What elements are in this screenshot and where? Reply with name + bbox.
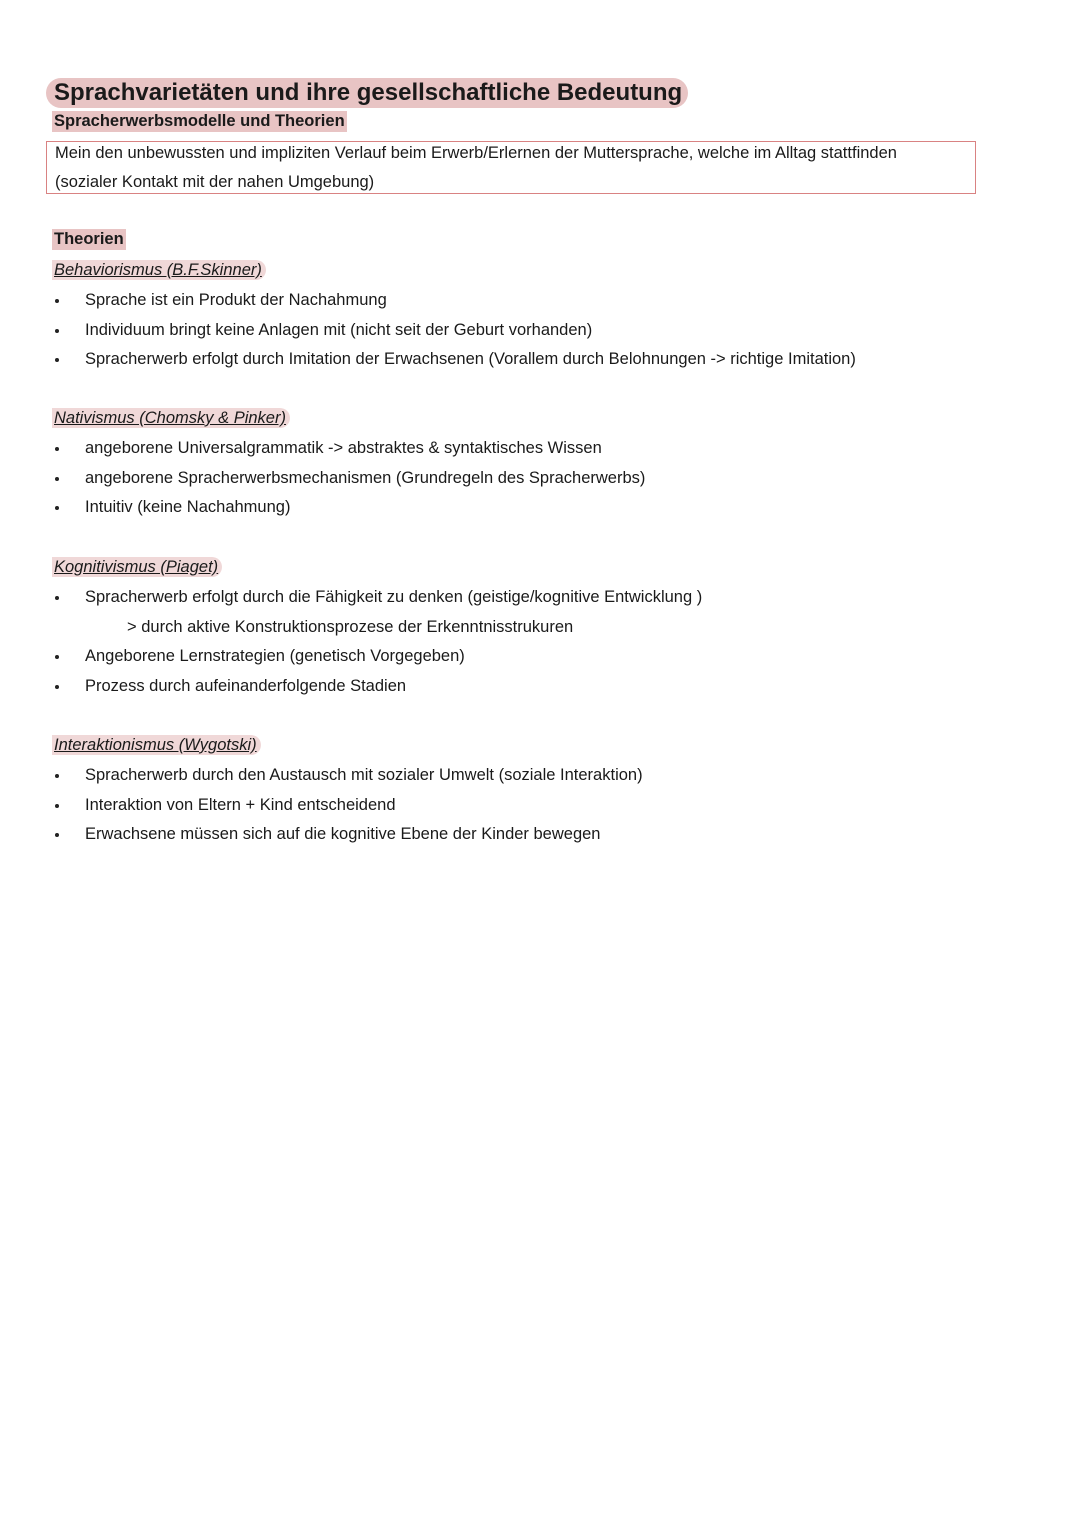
list-item: [0, 765, 1080, 795]
bullet-list: [0, 587, 1080, 706]
list-item: [0, 824, 1080, 854]
bullet-icon: [55, 774, 59, 778]
page-subtitle: Spracherwerbsmodelle und Theorien: [54, 112, 345, 130]
list-item: [0, 468, 1080, 498]
bullet-text: Spracherwerb erfolgt durch die Fähigkeit zu denken (geistige/kognitive Entwicklung ): [85, 588, 703, 606]
list-item: [0, 438, 1080, 468]
list-item: [0, 497, 1080, 527]
bullet-text: Erwachsene müssen sich auf die kognitive Ebene der Kinder bewegen: [85, 825, 601, 844]
bullet-list: [0, 290, 1080, 379]
bullet-icon: [55, 299, 59, 303]
theory-heading: Kognitivismus (Piaget): [52, 557, 222, 577]
bullet-text: angeborene Spracherwerbsmechanismen (Grundregeln des Spracherwerbs): [85, 468, 646, 487]
bullet-icon: [55, 447, 59, 451]
list-item: [0, 290, 1080, 320]
theory-heading: Behaviorismus (B.F.Skinner): [52, 260, 266, 280]
bullet-icon: [55, 596, 59, 600]
section-heading-theorien: Theorien: [54, 230, 124, 248]
bullet-icon: [55, 329, 59, 333]
list-item: [0, 349, 1080, 379]
list-item: [0, 320, 1080, 350]
bullet-icon: [55, 833, 59, 837]
sub-note-text: > durch aktive Konstruktionsprozese der Erkenntnisstrukuren: [127, 617, 574, 636]
list-item: [0, 587, 1080, 617]
sub-note: [0, 617, 1080, 647]
bullet-icon: [55, 655, 59, 659]
list-item: [0, 646, 1080, 676]
theory-heading: Nativismus (Chomsky & Pinker): [52, 408, 290, 428]
bullet-text: Prozess durch aufeinanderfolgende Stadien: [85, 677, 407, 696]
bullet-icon: [55, 804, 59, 808]
bullet-text: angeborene Universalgrammatik -> abstraktes & syntaktisches Wissen: [85, 439, 602, 457]
bullet-text: Spracherwerb durch den Austausch mit sozialer Umwelt (soziale Interaktion): [85, 766, 643, 784]
list-item: [0, 795, 1080, 825]
bullet-text: Sprache ist ein Produkt der Nachahmung: [85, 291, 387, 309]
theory-heading: Interaktionismus (Wygotski): [52, 735, 261, 755]
definition-line-2: (sozialer Kontakt mit der nahen Umgebung): [55, 173, 375, 191]
list-item: [0, 676, 1080, 706]
bullet-text: Intuitiv (keine Nachahmung): [85, 498, 291, 517]
bullet-icon: [55, 506, 59, 510]
bullet-text: Angeborene Lernstrategien (genetisch Vorgegeben): [85, 647, 465, 666]
bullet-icon: [55, 685, 59, 689]
bullet-list: [0, 438, 1080, 527]
bullet-list: [0, 765, 1080, 854]
bullet-text: Spracherwerb erfolgt durch Imitation der Erwachsenen (Vorallem durch Belohnungen -> richtige Imitation): [85, 350, 856, 369]
bullet-text: Individuum bringt keine Anlagen mit (nicht seit der Geburt vorhanden): [85, 320, 593, 339]
bullet-text: Interaktion von Eltern + Kind entscheidend: [85, 795, 396, 814]
definition-box: [46, 141, 976, 194]
page-title: Sprachvarietäten und ihre gesellschaftliche Bedeutung: [46, 78, 688, 108]
bullet-icon: [55, 477, 59, 481]
bullet-icon: [55, 358, 59, 362]
definition-line-1: Mein den unbewussten und impliziten Verlauf beim Erwerb/Erlernen der Muttersprache, welche im Alltag stattfinden: [55, 144, 897, 162]
